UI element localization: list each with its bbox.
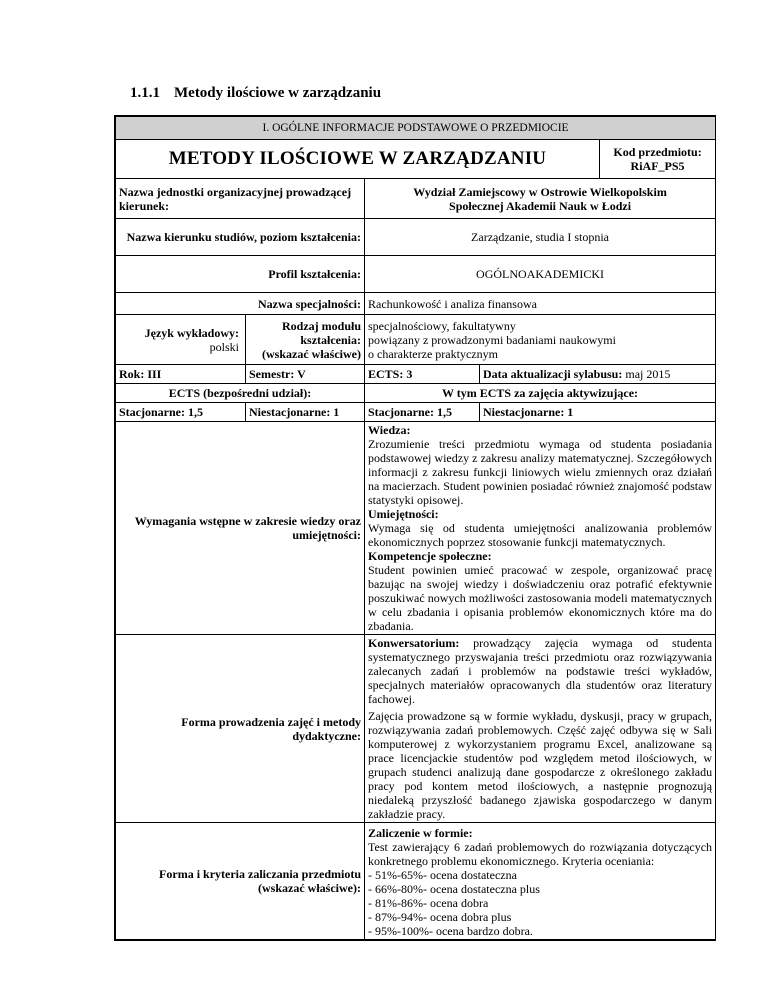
module-label-line1: Rodzaj modułu	[281, 318, 361, 333]
methods-label: Forma prowadzenia zajęć i metody dydaktyczne:	[116, 635, 365, 823]
specialty-label: Nazwa specjalności:	[116, 293, 365, 315]
module-value-line3: o charakterze praktycznym	[368, 346, 498, 361]
course-title: METODY ILOŚCIOWE W ZARZĄDZANIU	[116, 140, 600, 179]
skills-heading: Umiejętności:	[368, 507, 439, 521]
section-number: 1.1.1	[130, 85, 160, 101]
semester: Semestr: V	[246, 365, 365, 384]
course-code-value: RiAF_PS5	[630, 159, 685, 173]
competence-text: Student powinien umieć pracować w zespole, organizować pracę bazując na swojej wiedzy i doświadczeniu oraz potrafić efektywnie poszukiwać nowych możliwości zastosowania modeli matematycznych w celu zbadania i opisania problemów ekonomicznych które ma do zbadania.	[368, 563, 713, 633]
module-label	[246, 315, 365, 365]
module-label-line2: kształcenia:	[300, 332, 361, 347]
module-value-line1: specjalnościowy, fakultatywny	[368, 318, 516, 333]
assessment-label-line1: Forma i kryteria zaliczania przedmiotu	[159, 867, 361, 881]
knowledge-heading: Wiedza:	[368, 423, 411, 437]
profile-label: Profil kształcenia:	[116, 256, 365, 293]
unit-value-line2: Społecznej Akademii Nauk w Łodzi	[449, 198, 632, 213]
module-value	[365, 315, 716, 365]
course-code-cell	[600, 140, 716, 179]
syllabus-update-value: maj 2015	[625, 367, 671, 381]
year: Rok: III	[116, 365, 246, 384]
field-value: Zarządzanie, studia I stopnia	[365, 219, 716, 256]
section-heading	[130, 85, 381, 102]
language-label: Język wykładowy:	[144, 325, 239, 340]
grade-item: - 95%-100%- ocena bardzo dobra.	[368, 924, 533, 938]
syllabus-table	[114, 115, 716, 941]
competence-heading: Kompetencje społeczne:	[368, 549, 492, 563]
prerequisites-content	[365, 422, 716, 635]
profile-value: OGÓLNOAKADEMICKI	[365, 256, 716, 293]
assessment-label	[116, 823, 365, 940]
course-code-label: Kod przedmiotu:	[613, 145, 702, 159]
ects-active-header: W tym ECTS za zajęcia aktywizujące:	[365, 384, 716, 403]
language-value: polski	[209, 339, 239, 354]
assessment-text: Test zawierający 6 zadań problemowych do rozwiązania dotyczących konkretnego problemu ekonomicznego. Kryteria oceniania:	[368, 840, 713, 868]
nonstationary-direct: Niestacjonarne: 1	[246, 403, 365, 422]
general-info-header: I. OGÓLNE INFORMACJE PODSTAWOWE O PRZEDMIOCIE	[116, 117, 716, 140]
field-label: Nazwa kierunku studiów, poziom kształcenia:	[116, 219, 365, 256]
ects-direct-header: ECTS (bezpośredni udział):	[116, 384, 365, 403]
skills-text: Wymaga się od studenta umiejętności analizowania problemów ekonomicznych poprzez stosowanie funkcji matematycznych.	[368, 521, 713, 549]
stationary-active: Stacjonarne: 1,5	[365, 403, 480, 422]
grade-item: - 87%-94%- ocena dobra plus	[368, 910, 512, 924]
grade-list	[368, 868, 712, 938]
conversatorium-text: prowadzący zajęcia wymaga od studenta systematycznego przyswajania treści przedmiotu oraz rozwiązywania zalecanych zadań i problemów na podstawie treści wykładów, specjalnych materiałów opracowanych dla studentów oraz literatury fachowej.	[368, 636, 713, 706]
specialty-value: Rachunkowość i analiza finansowa	[365, 293, 716, 315]
methods-paragraph: Zajęcia prowadzone są w formie wykładu, dyskusji, pracy w grupach, rozwiązywania zadań problemowych. Część zajęć odbywa się w Sali komputerowej z wykorzystaniem programu Excel, analizowane są prace licencjackie studentów pod względem metod ilościowych, w grupach studenci analizują dane gospodarcze z określonego zakładu pracy pod kontem metod ilościowych, a następnie prognozują niedaleką przyszłość badanego zjawiska gospodarczego w danym zakładzie pracy.	[368, 709, 713, 821]
grade-item: - 66%-80%- ocena dostateczna plus	[368, 882, 540, 896]
methods-content	[365, 635, 716, 823]
nonstationary-active: Niestacjonarne: 1	[480, 403, 716, 422]
language-cell	[116, 315, 246, 365]
assessment-label-line2: (wskazać właściwe):	[258, 881, 361, 895]
syllabus-update-label: Data aktualizacji sylabusu:	[483, 367, 623, 381]
stationary-direct: Stacjonarne: 1,5	[116, 403, 246, 422]
module-value-line2: powiązany z prowadzonymi badaniami naukowymi	[368, 332, 616, 347]
module-label-line3: (wskazać właściwe)	[262, 346, 361, 361]
prerequisites-label: Wymagania wstępne w zakresie wiedzy oraz umiejętności:	[116, 422, 365, 635]
grade-item: - 51%-65%- ocena dostateczna	[368, 868, 517, 882]
conversatorium-heading: Konwersatorium:	[368, 636, 460, 650]
grade-item: - 81%-86%- ocena dobra	[368, 896, 489, 910]
unit-label: Nazwa jednostki organizacyjnej prowadzącej kierunek:	[116, 179, 365, 219]
unit-value	[365, 179, 716, 219]
syllabus-update	[480, 365, 716, 384]
ects-total: ECTS: 3	[365, 365, 480, 384]
conversatorium-paragraph	[368, 636, 712, 706]
knowledge-text: Zrozumienie treści przedmiotu wymaga od studenta posiadania podstawowej wiedzy z zakresu analizy matematycznej. Szczegółowych informacji z zakresu funkcji liniowych wielu zmiennych oraz działań na macierzach. Student powinien posiadać również znajomość podstaw statystyki opisowej.	[368, 437, 713, 507]
assessment-heading: Zaliczenie w formie:	[368, 826, 473, 840]
section-title: Metody ilościowe w zarządzaniu	[174, 85, 382, 101]
assessment-content	[365, 823, 716, 940]
unit-value-line1: Wydział Zamiejscowy w Ostrowie Wielkopolskim	[413, 184, 667, 199]
